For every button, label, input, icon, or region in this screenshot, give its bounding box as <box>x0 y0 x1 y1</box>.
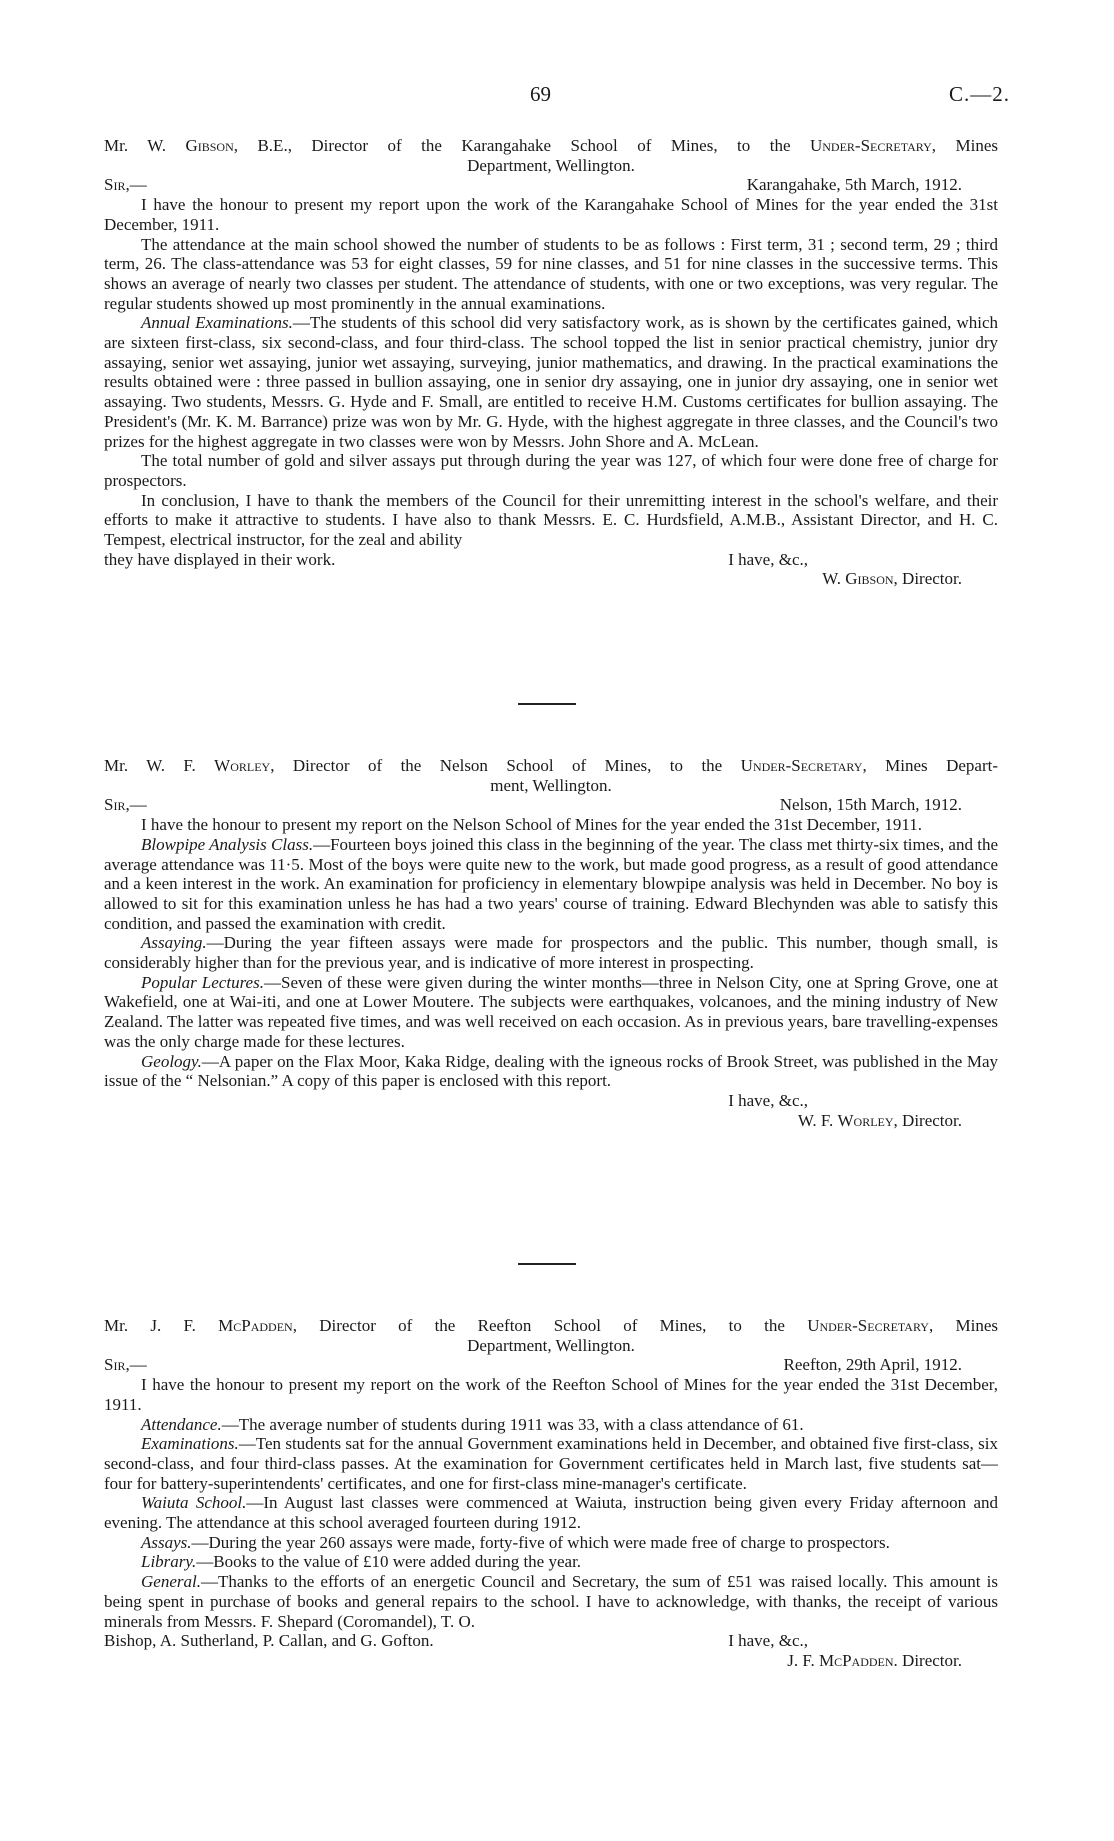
document-reference: C.—2. <box>948 82 1010 106</box>
attendance-paragraph: The attendance at the main school showed the number of students to be as follows : First term, 31 ; second term, 29 ; third term, 26. The class-attendance was 53 for eight classes, 59 for nine classes, and 51 for nine classes in the successive terms. This shows an average of nearly two classes per student. The attendance of students, with one or two exceptions, was very regular. The regular students showed up most prominently in the annual examinations. <box>104 234 998 313</box>
geology-paragraph: Geology.—A paper on the Flax Moor, Kaka Ridge, dealing with the igneous rocks of Brook Street, was published in the May issue of the “ Nelsonian.” A copy of this paper is enclosed with this report. <box>104 1051 998 1091</box>
report-heading: Mr. J. F. McPadden, Director of the Reefton School of Mines, to the Under-Secretary, Mines Department, Wellington. <box>104 1316 999 1355</box>
signature: W. Gibson, Director. <box>822 569 962 589</box>
assays-paragraph: The total number of gold and silver assays put through during the year was 127, of which four were done free of charge for prospectors. <box>104 451 998 490</box>
general-paragraph: General.—Thanks to the efforts of an energetic Council and Secretary, the sum of £51 was raised locally. This amount is being spent in purchase of books and general repairs to the school. I have to acknowledge, with thanks, the receipt of various minerals from Messrs. F. Shepard (Coromandel), T. O. <box>104 1572 998 1631</box>
page-number: 69 <box>530 82 551 106</box>
section-divider <box>518 703 576 705</box>
conclusion-paragraph: In conclusion, I have to thank the members of the Council for their unremitting interest in the school's welfare, and their efforts to make it attractive to students. I have also to thank Messrs. E. C. Hurdsfield, A.M.B., Assistant Director, and H. C. Tempest, electrical instructor, for the zeal and ability <box>104 490 998 550</box>
signature: J. F. McPadden. Director. <box>787 1650 962 1670</box>
salutation: Sir,— <box>104 1355 147 1375</box>
report-reefton <box>104 1316 998 1671</box>
assays-paragraph: Assays.—During the year 260 assays were made, forty-five of which were made free of charge to prospectors. <box>141 1532 890 1552</box>
place-date: Karangahake, 5th March, 1912. <box>746 175 962 195</box>
waiuta-paragraph: Waiuta School.—In August last classes were commenced at Waiuta, instruction being given every Friday afternoon and evening. The attendance at this school averaged fourteen during 1912. <box>104 1493 998 1533</box>
report-nelson <box>104 756 998 1130</box>
closing: I have, &c., <box>728 549 808 569</box>
blowpipe-paragraph: Blowpipe Analysis Class.—Fourteen boys joined this class in the beginning of the year. The class met thirty-six times, and the average attendance was 11·5. Most of the boys were quite new to the work, but made good progress, as a result of good attendance and a keen interest in the work. An examination for proficiency in elementary blowpipe analysis was held in December. No boy is allowed to sit for this examination unless he has had a two years' course of training. Edward Blechynden was able to satisfy this condition, and passed the examination with credit. <box>104 834 998 933</box>
lectures-paragraph: Popular Lectures.—Seven of these were given during the winter months—three in Nelson City, one at Spring Grove, one at Wakefield, one at Wai-iti, and one at Lower Moutere. The subjects were earthquakes, volcanoes, and the mining industry of New Zealand. The latter was repeated five times, and was well received on each occasion. As in previous years, bare travelling-expenses was the only charge made for these lectures. <box>104 972 998 1051</box>
place-date: Reefton, 29th April, 1912. <box>783 1355 962 1375</box>
intro-paragraph: I have the honour to present my report on the Nelson School of Mines for the year ended the 31st December, 1911. <box>141 815 922 835</box>
report-karangahake <box>104 136 998 589</box>
salutation: Sir,— <box>104 795 147 815</box>
intro-paragraph: I have the honour to present my report upon the work of the Karangahake School of Mines for the year ended the 31st December, 1911. <box>104 195 998 234</box>
conclusion-last-line: they have displayed in their work. <box>104 549 336 569</box>
assaying-paragraph: Assaying.—During the year fifteen assays were made for prospectors and the public. This number, though small, is considerably higher than for the previous year, and is indicative of more interest in prospecting. <box>104 933 998 973</box>
examinations-paragraph: Examinations.—Ten students sat for the annual Government examinations held in December, and obtained five first-class, six second-class, and four third-class passes. At the examination for Government certificates held in March last, five students sat—four for battery-superintendents' certificates, and one for first-class mine-manager's certificate. <box>104 1434 998 1493</box>
place-date: Nelson, 15th March, 1912. <box>779 795 962 815</box>
attendance-paragraph: Attendance.—The average number of students during 1911 was 33, with a class attendance of 61. <box>141 1414 804 1434</box>
closing: I have, &c., <box>728 1631 808 1651</box>
section-divider <box>518 1263 576 1265</box>
report-heading: Mr. W. F. Worley, Director of the Nelson School of Mines, to the Under-Secretary, Mines Depart- ment, Wellington. <box>104 756 998 795</box>
closing: I have, &c., <box>728 1090 808 1110</box>
signature: W. F. Worley, Director. <box>797 1110 962 1130</box>
report-heading: Mr. W. Gibson, B.E., Director of the Karangahake School of Mines, to the Under-Secretary, Mines Department, Wellington. <box>104 136 998 175</box>
library-paragraph: Library.—Books to the value of £10 were added during the year. <box>141 1552 582 1572</box>
intro-paragraph: I have the honour to present my report on the work of the Reefton School of Mines for the year ended the 31st December, 1911. <box>104 1375 998 1414</box>
general-last-line: Bishop, A. Sutherland, P. Callan, and G. Gofton. <box>104 1631 434 1651</box>
salutation: Sir,— <box>104 175 147 195</box>
examinations-paragraph: Annual Examinations.—The students of this school did very satisfactory work, as is shown by the certificates gained, which are sixteen first-class, six second-class, and four third-class. The school topped the list in senior practical chemistry, junior dry assaying, senior wet assaying, junior wet assaying, surveying, junior mathematics, and drawing. In the practical examinations the results obtained were : three passed in bullion assaying, one in senior dry assaying, one in junior dry assaying, one in senior wet assaying. Two students, Messrs. G. Hyde and F. Small, are entitled to receive H.M. Customs certificates for bullion assaying. The President's (Mr. K. M. Barrance) prize was won by Mr. G. Hyde, with the highest aggregate in three classes, and the Council's two prizes for the highest aggregate in two classes were won by Messrs. John Shore and A. McLean. <box>104 313 998 451</box>
